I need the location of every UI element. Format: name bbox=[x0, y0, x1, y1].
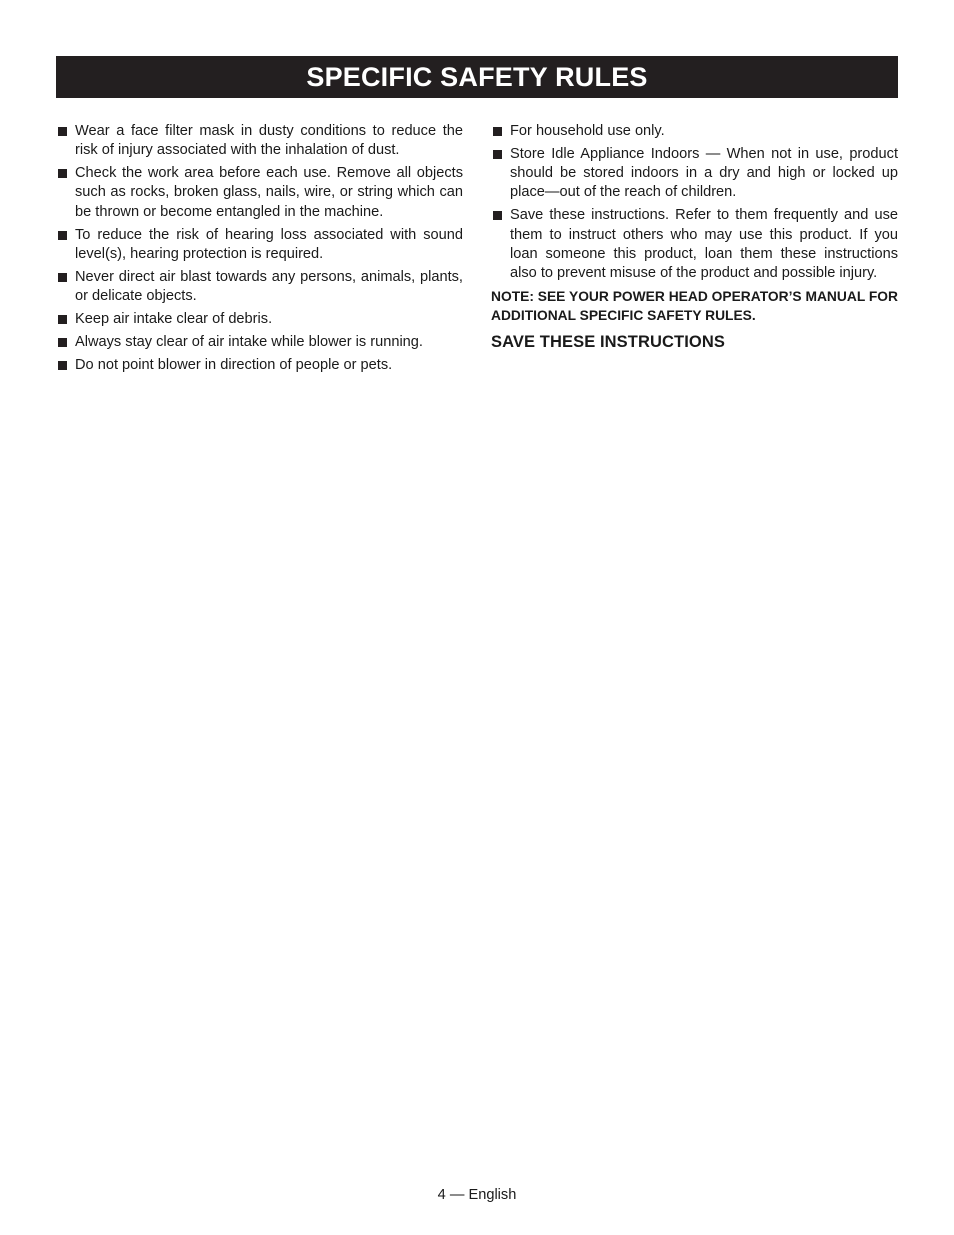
list-item bbox=[56, 122, 463, 160]
list-item bbox=[56, 356, 463, 375]
note-text: NOTE: SEE YOUR POWER HEAD OPERATOR’S MANUAL FOR ADDITIONAL SPECIFIC SAFETY RULES. bbox=[491, 289, 898, 324]
list-item bbox=[491, 206, 898, 283]
save-instructions-heading: SAVE THESE INSTRUCTIONS bbox=[491, 333, 725, 352]
list-item-text: Store Idle Appliance Indoors — When not in use, product should be stored indoors in a dry and high or locked up place—out of the reach of children. bbox=[510, 146, 898, 201]
list-item bbox=[491, 122, 898, 141]
square-bullet-icon bbox=[58, 127, 67, 136]
list-item-text: For household use only. bbox=[510, 123, 665, 139]
square-bullet-icon bbox=[58, 231, 67, 240]
square-bullet-icon bbox=[58, 361, 67, 370]
list-item-text: Save these instructions. Refer to them frequently and use them to instruct others who may use this product. If you loan someone this product, loan them these instructions also to prevent misuse of the product and possible injury. bbox=[510, 207, 898, 282]
list-item-text: Always stay clear of air intake while blower is running. bbox=[75, 334, 423, 351]
right-bullet-list bbox=[491, 122, 898, 283]
list-item-text: Do not point blower in direction of people or pets. bbox=[75, 357, 393, 374]
list-item bbox=[56, 268, 463, 306]
square-bullet-icon bbox=[58, 169, 67, 178]
left-column bbox=[56, 122, 463, 379]
list-item bbox=[56, 333, 463, 352]
square-bullet-icon bbox=[58, 273, 67, 282]
square-bullet-icon bbox=[493, 127, 502, 136]
right-column bbox=[491, 122, 898, 353]
left-bullet-list bbox=[56, 122, 463, 375]
page-footer: 4 — English bbox=[437, 1187, 517, 1203]
list-item-text: Check the work area before each use. Remove all objects such as rocks, broken glass, nails, wire, or string which can be thrown or become entangled in the machine. bbox=[75, 165, 463, 220]
list-item-text: Keep air intake clear of debris. bbox=[75, 311, 273, 328]
list-item bbox=[56, 164, 463, 222]
list-item bbox=[56, 310, 463, 329]
list-item-text: Wear a face filter mask in dusty conditions to reduce the risk of injury associated with the inhalation of dust. bbox=[75, 123, 463, 159]
list-item-text: To reduce the risk of hearing loss associated with sound level(s), hearing protection is required. bbox=[75, 226, 463, 262]
square-bullet-icon bbox=[493, 150, 502, 159]
title-bar bbox=[56, 56, 898, 98]
list-item-text: Never direct air blast towards any persons, animals, plants, or delicate objects. bbox=[75, 268, 463, 305]
square-bullet-icon bbox=[58, 315, 67, 324]
list-item bbox=[491, 145, 898, 203]
square-bullet-icon bbox=[58, 338, 67, 347]
page-title: SPECIFIC SAFETY RULES bbox=[306, 61, 648, 92]
square-bullet-icon bbox=[493, 211, 502, 220]
list-item bbox=[56, 226, 463, 264]
